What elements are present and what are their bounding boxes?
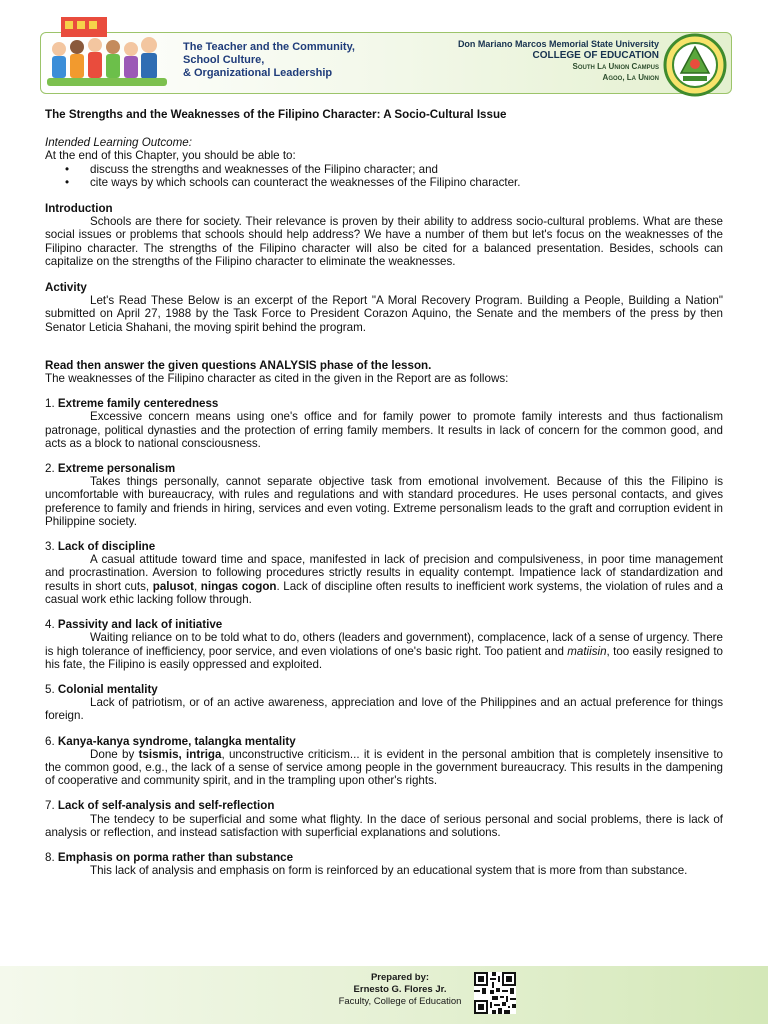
page-header bbox=[40, 32, 732, 94]
item-title: Colonial mentality bbox=[57, 682, 158, 696]
item-title: Extreme family centeredness bbox=[57, 397, 219, 411]
weakness-item-5: 5. Colonial mentality Lack of patriotism, or of an active awareness, appreciation and love of the Philippines and an actual preference for things foreign. bbox=[45, 682, 723, 723]
item-text: Lack of patriotism, or of an active awareness, appreciation and love of the Philippines and an actual preference for things foreign. bbox=[45, 696, 723, 723]
weakness-item-1: 1. Extreme family centeredness Excessive concern means using one's office and for family power to promote family interests and thus factionalism patronage, political dynasties and the protection of erring family members. It results in lack of concern for the common good, and acts as a block to national consciousness. bbox=[45, 397, 723, 450]
university-seal-icon bbox=[663, 33, 727, 97]
introduction-text: Schools are there for society. Their relevance is proven by their ability to address socio-cultural problems. What are these social issues or problems that schools should help address? We have a number of them but let's focus on the weaknesses of the Filipino character. The strengths of the Filipino character will also be cited for a balanced presentation. Besides, schools can capitalize on the strengths of the Filipino character to eliminate the weaknesses. bbox=[45, 215, 723, 268]
activity-text: Let's Read These Below is an excerpt of the Report "A Moral Recovery Program. Building a People, Building a Nation" submitted on April 27, 1988 by the Task Force to President Corazon Aquino, the Senate and the members of the press by then Senator Leticia Shahani, the moving spirit behind the program. bbox=[45, 294, 723, 334]
campus-location: Agoo, La Union bbox=[602, 73, 659, 82]
page-footer bbox=[0, 966, 768, 1024]
item-title: Passivity and lack of initiative bbox=[57, 618, 223, 632]
university-block bbox=[458, 39, 659, 83]
item-title: Extreme personalism bbox=[57, 462, 176, 476]
item-title: Lack of discipline bbox=[57, 540, 156, 554]
item-title: Kanya-kanya syndrome, talangka mentality bbox=[57, 734, 296, 748]
analysis-intro: The weaknesses of the Filipino character as cited in the given in the Report are as follows: bbox=[45, 372, 509, 386]
item-text: Waiting reliance on to be told what to do, others (leaders and government), complacence, lack of a sense of urgency. There is high tolerance of inefficiency, poor service, and even violations of one's basic right. Too patient and matiisin, too easily resigned to his fate, the Filipino is easily oppressed and exploited. bbox=[45, 631, 723, 671]
analysis-heading: Read then answer the given questions ANALYSIS phase of the lesson. bbox=[45, 358, 432, 372]
list-item: • cite ways by which schools can counteract the weaknesses of the Filipino character. bbox=[65, 176, 723, 189]
weakness-item-7: 7. Lack of self-analysis and self-reflection The tendecy to be superficial and some what flighty. In the dace of serious personal and social problems, there is lack of analysis or reflection, and instead satisfaction with superficial explanations and solutions. bbox=[45, 799, 723, 839]
weakness-item-6: 6. Kanya-kanya syndrome, talangka mentality Done by tsismis, intriga, unconstructive criticism... it is evident in the personal ambition that is completely insensitive to the common good, e.g., the lack of a sense of service among people in the government bureaucracy. This results in the dampening of cooperative and community spirit, and in the trampling upon other's rights. bbox=[45, 734, 724, 788]
weakness-item-8: 8. Emphasis on porma rather than substance This lack of analysis and emphasis on form is reinforced by an educational system that is more from than substance. bbox=[45, 851, 723, 877]
weakness-item-3: 3. Lack of discipline A casual attitude toward time and space, manifested in lack of precision and compulsiveness, in poor time management and procrastination. Aversion to following procedures strictly results in equality contempt. Impatience lack of standardization and results in short cuts, palusot, ningas cogon. Lack of discipline often results to inefficient work systems, the violation of rules and a casual work ethic lacking follow through. bbox=[45, 540, 723, 606]
item-text: The tendecy to be superficial and some what flighty. In the dace of serious personal and social problems, there is lack of analysis or reflection, and instead satisfaction with superficial explanations and solutions. bbox=[45, 812, 723, 839]
item-text: A casual attitude toward time and space, manifested in lack of precision and compulsiveness, in poor time management and procrastination. Aversion to following procedures strictly results in equality contempt. Impatience lack of standardization and results in short cuts, palusot, ningas cogon. Lack of discipline often results to inefficient work systems, the violation of rules and a casual work ethic lacking follow through. bbox=[45, 553, 723, 606]
item-text: Takes things personally, cannot separate objective task from emotional involvement. Because of this the Filipino is uncomfortable with bureaucracy, with rules and regulations and with standard procedures. He uses personal contacts, and gives preference to family and friends in hiring, services and even voting. Extreme personalism leads to the graft and corruption evident in Philippine society. bbox=[45, 475, 723, 528]
list-item: • discuss the strengths and weaknesses of the Filipino character; and bbox=[65, 163, 723, 176]
author-name: Ernesto G. Flores Jr. bbox=[353, 984, 447, 995]
item-title: Lack of self-analysis and self-reflection bbox=[57, 799, 275, 813]
item-text: Done by tsismis, intriga, unconstructive criticism... it is evident in the personal ambition that is completely insensitive to the common good, e.g., the lack of a sense of service among people in the government bureaucracy. This results in the dampening of cooperative and community spirit, and in the trampling upon other's rights. bbox=[45, 747, 724, 788]
introduction-heading: Introduction bbox=[45, 202, 113, 216]
ilo-list bbox=[45, 163, 723, 189]
item-title: Emphasis on porma rather than substance bbox=[57, 850, 294, 864]
ilo-intro: At the end of this Chapter, you should be able to: bbox=[45, 149, 296, 163]
college-name: COLLEGE OF EDUCATION bbox=[532, 50, 659, 61]
campus-name: South La Union Campus bbox=[572, 62, 659, 71]
university-name: Don Mariano Marcos Memorial State University bbox=[457, 39, 659, 49]
item-text: This lack of analysis and emphasis on form is reinforced by an educational system that is more from than substance. bbox=[90, 864, 688, 878]
children-illustration bbox=[43, 15, 171, 95]
item-text: Excessive concern means using one's office and for family power to promote family interests and thus factionalism patronage, political dynasties and the protection of erring family members. It results in lack of concern for the common good, and acts as a block to national consciousness. bbox=[45, 410, 723, 450]
prepared-by: Prepared by: Ernesto G. Flores Jr. Faculty, College of Education bbox=[300, 972, 500, 1008]
author-role: Faculty, College of Education bbox=[338, 996, 462, 1007]
course-title: The Teacher and the Community, School Culture, & Organizational Leadership bbox=[183, 41, 355, 79]
qr-code-icon bbox=[474, 972, 516, 1014]
document-body bbox=[45, 108, 723, 877]
document-title: The Strengths and the Weaknesses of the Filipino Character: A Socio-Cultural Issue bbox=[45, 108, 507, 121]
weakness-item-2: 2. Extreme personalism Takes things personally, cannot separate objective task from emotional involvement. Because of this the Filipino is uncomfortable with bureaucracy, with rules and regulations and with standard procedures. He uses personal contacts, and gives preference to family and friends in hiring, services and even voting. Extreme personalism leads to the graft and corruption evident in Philippine society. bbox=[45, 462, 723, 528]
ilo-label: Intended Learning Outcome: bbox=[45, 136, 192, 150]
activity-heading: Activity bbox=[45, 281, 87, 295]
weakness-item-4: 4. Passivity and lack of initiative Waiting reliance on to be told what to do, others (leaders and government), complacence, lack of a sense of urgency. There is high tolerance of inefficiency, poor service, and even violations of one's basic right. Too patient and matiisin, too easily resigned to his fate, the Filipino is easily oppressed and exploited. bbox=[45, 618, 723, 671]
